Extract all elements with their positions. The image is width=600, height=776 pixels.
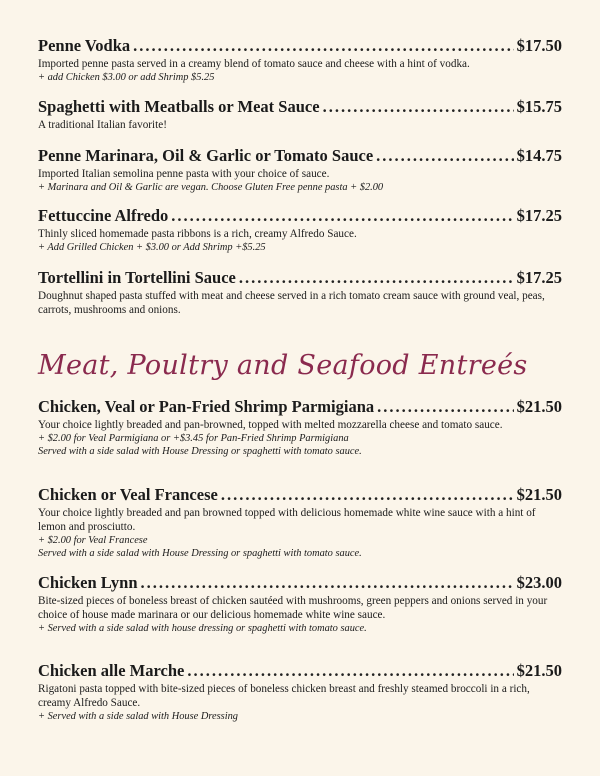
menu-item-header xyxy=(38,97,562,117)
section-title: Meat, Poultry and Seafood Entreés xyxy=(38,350,528,381)
menu-item-price: $21.50 xyxy=(516,661,562,680)
menu-item-chicken-alle-marche xyxy=(38,661,562,723)
menu-item-note: + Marinara and Oil & Garlic are vegan. Choose Gluten Free penne pasta + $2.00 xyxy=(38,182,384,193)
menu-item-note: + $2.00 for Veal Francese xyxy=(38,535,148,546)
menu-item-header xyxy=(38,146,562,166)
menu-item-price: $17.25 xyxy=(516,206,562,225)
menu-item-price: $15.75 xyxy=(516,97,562,116)
dot-leader xyxy=(171,206,513,226)
menu-item-name: Chicken or Veal Francese xyxy=(38,485,218,504)
menu-item-name: Tortellini in Tortellini Sauce xyxy=(38,268,236,287)
dot-leader xyxy=(239,268,514,288)
menu-item-serving-note: Served with a side salad with House Dressing or spaghetti with tomato sauce. xyxy=(38,446,362,457)
dot-leader xyxy=(323,97,514,117)
menu-item-description: Your choice lightly breaded and pan-browned, topped with melted mozzarella cheese and tomato sauce. xyxy=(38,419,503,431)
menu-item-penne-marinara xyxy=(38,146,562,194)
menu-item-note: + $2.00 for Veal Parmigiana or +$3.45 for Pan-Fried Shrimp Parmigiana xyxy=(38,433,349,444)
menu-item-header xyxy=(38,268,562,288)
menu-item-serving-note: Served with a side salad with House Dressing or spaghetti with tomato sauce. xyxy=(38,548,362,559)
menu-item-tortellini xyxy=(38,268,562,317)
menu-item-description: Bite-sized pieces of boneless breast of chicken sautéed with mushrooms, green peppers and onions served in your choice of house made marinara or our delicious homemade white wine sauce. xyxy=(38,595,548,621)
menu-item-description: Doughnut shaped pasta stuffed with meat and cheese served in a rich tomato cream sauce with ground veal, peas, carrots, mushrooms and onions. xyxy=(38,290,545,316)
menu-item-name: Spaghetti with Meatballs or Meat Sauce xyxy=(38,97,320,116)
menu-item-name: Penne Vodka xyxy=(38,36,131,55)
menu-item-note: + Served with a side salad with house dressing or spaghetti with tomato sauce. xyxy=(38,623,367,634)
menu-item-note: + Add Grilled Chicken + $3.00 or Add Shrimp +$5.25 xyxy=(38,242,266,253)
menu-item-spaghetti xyxy=(38,97,562,132)
menu-item-chicken-lynn xyxy=(38,573,562,635)
menu-item-description: A traditional Italian favorite! xyxy=(38,119,167,131)
menu-item-penne-vodka xyxy=(38,36,562,84)
menu-item-header xyxy=(38,206,562,226)
dot-leader xyxy=(133,36,513,56)
dot-leader xyxy=(221,485,514,505)
menu-item-description: Rigatoni pasta topped with bite-sized pieces of boneless chicken breast and freshly steamed broccoli in a rich, creamy Alfredo Sauce. xyxy=(38,683,530,709)
menu-item-price: $17.25 xyxy=(516,268,562,287)
menu-item-francese xyxy=(38,485,562,560)
dot-leader xyxy=(377,397,514,417)
dot-leader xyxy=(141,573,514,593)
menu-item-price: $21.50 xyxy=(516,485,562,504)
menu-item-price: $14.75 xyxy=(516,146,562,165)
menu-item-price: $23.00 xyxy=(516,573,562,592)
menu-item-description: Your choice lightly breaded and pan browned topped with delicious homemade white wine sauce with a hint of lemon and prosciutto. xyxy=(38,507,536,533)
menu-item-header xyxy=(38,397,562,417)
menu-item-note: + add Chicken $3.00 or add Shrimp $5.25 xyxy=(38,72,215,83)
menu-item-header xyxy=(38,573,562,593)
menu-item-header xyxy=(38,661,562,681)
dot-leader xyxy=(376,146,513,166)
menu-item-price: $17.50 xyxy=(516,36,562,55)
menu-item-fettuccine-alfredo xyxy=(38,206,562,254)
menu-item-name: Chicken alle Marche xyxy=(38,661,185,680)
menu-item-description: Imported penne pasta served in a creamy blend of tomato sauce and cheese with a hint of vodka. xyxy=(38,58,470,70)
menu-item-name: Chicken Lynn xyxy=(38,573,138,592)
menu-item-header xyxy=(38,36,562,56)
menu-item-description: Imported Italian semolina penne pasta with your choice of sauce. xyxy=(38,168,330,180)
menu-item-price: $21.50 xyxy=(516,397,562,416)
menu-item-name: Fettuccine Alfredo xyxy=(38,206,169,225)
menu-item-parmigiana xyxy=(38,397,562,458)
menu-item-note: + Served with a side salad with House Dressing xyxy=(38,711,238,722)
dot-leader xyxy=(187,661,513,681)
menu-item-description: Thinly sliced homemade pasta ribbons is a rich, creamy Alfredo Sauce. xyxy=(38,228,357,240)
menu-item-header xyxy=(38,485,562,505)
menu-item-name: Penne Marinara, Oil & Garlic or Tomato Sauce xyxy=(38,146,374,165)
menu-item-name: Chicken, Veal or Pan-Fried Shrimp Parmigiana xyxy=(38,397,375,416)
